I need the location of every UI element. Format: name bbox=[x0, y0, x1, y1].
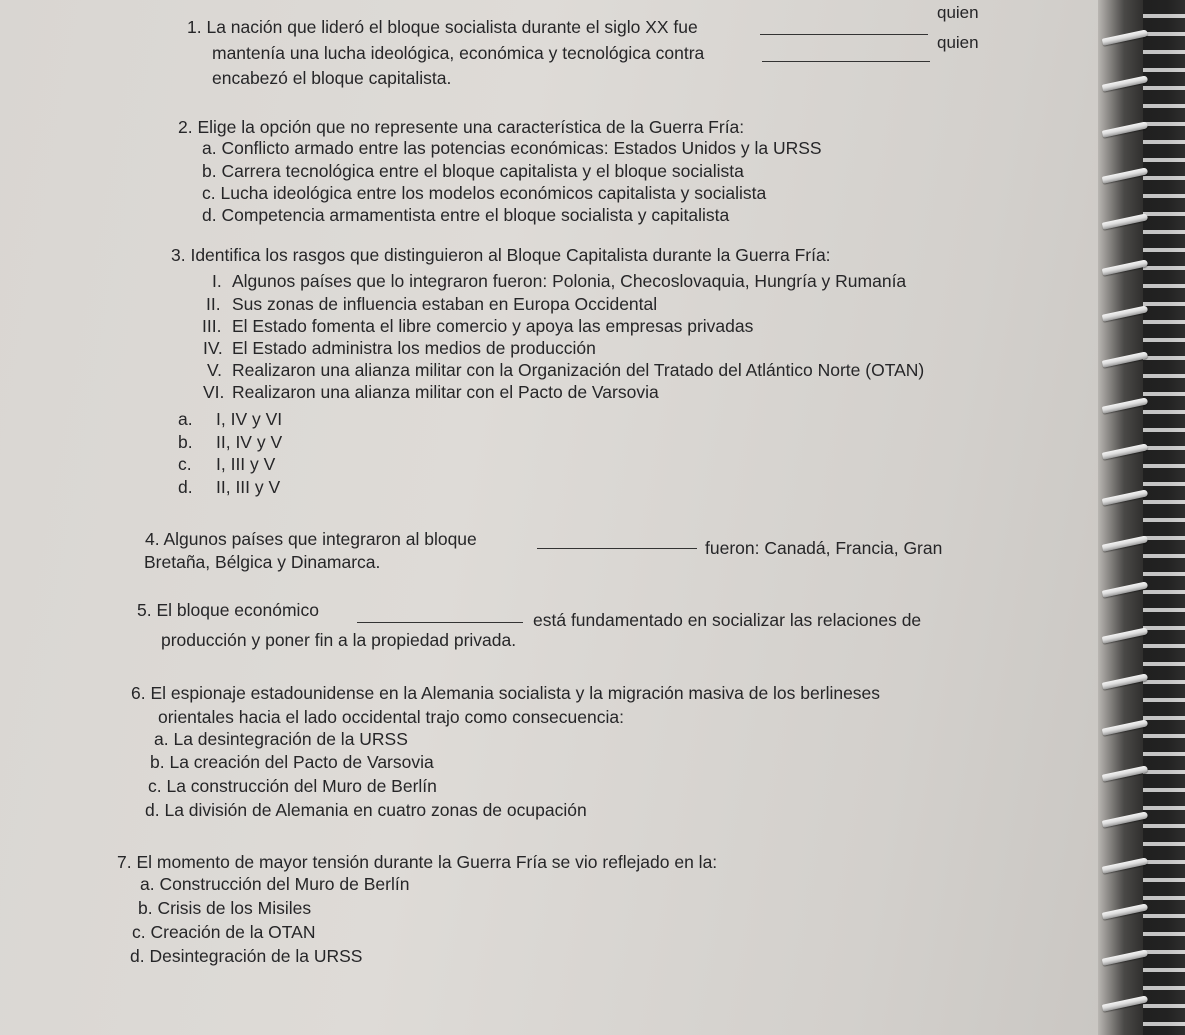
q3-option-a-letter: a. bbox=[178, 409, 193, 429]
q3-item-iii-num: III. bbox=[202, 316, 222, 336]
q3-item-vi-num: VI. bbox=[203, 382, 225, 402]
q6-option-a[interactable]: a. La desintegración de la URSS bbox=[154, 729, 408, 749]
q5-text-b: está fundamentado en socializar las relaciones de bbox=[533, 610, 922, 630]
q3-item-ii-num: II. bbox=[206, 294, 221, 314]
q6-option-b[interactable]: b. La creación del Pacto de Varsovia bbox=[150, 752, 434, 772]
q2-stem: 2. Elige la opción que no represente una característica de la Guerra Fría: bbox=[178, 117, 745, 137]
q4-text-a: 4. Algunos países que integraron al bloque bbox=[145, 529, 477, 549]
q3-option-a[interactable]: I, IV y VI bbox=[216, 409, 283, 429]
q5-text-a: 5. El bloque económico bbox=[137, 600, 319, 620]
q3-stem: 3. Identifica los rasgos que distinguieron al Bloque Capitalista durante la Guerra Fría: bbox=[171, 245, 831, 265]
q7-option-d[interactable]: d. Desintegración de la URSS bbox=[130, 946, 363, 966]
q6-option-d[interactable]: d. La división de Alemania en cuatro zonas de ocupación bbox=[145, 800, 587, 820]
q5-blank[interactable] bbox=[357, 622, 523, 623]
q3-item-ii-text: Sus zonas de influencia estaban en Europa Occidental bbox=[232, 294, 658, 314]
q1-blank-2[interactable] bbox=[762, 61, 930, 62]
q7-option-b[interactable]: b. Crisis de los Misiles bbox=[138, 898, 312, 918]
q6-option-c[interactable]: c. La construcción del Muro de Berlín bbox=[148, 776, 437, 796]
q1-handwritten-answer-1: quien bbox=[937, 3, 979, 22]
q1-line2: mantenía una lucha ideológica, económica y tecnológica contra bbox=[212, 43, 705, 63]
q2-option-b[interactable]: b. Carrera tecnológica entre el bloque capitalista y el bloque socialista bbox=[202, 161, 744, 181]
q3-item-iii-text: El Estado fomenta el libre comercio y apoya las empresas privadas bbox=[232, 316, 754, 336]
q3-option-d[interactable]: II, III y V bbox=[216, 477, 281, 497]
q3-item-i-num: I. bbox=[212, 271, 222, 291]
q3-item-i-text: Algunos países que lo integraron fueron: Polonia, Checoslovaquia, Hungría y Rumanía bbox=[232, 271, 907, 291]
notebook-page-edges bbox=[1143, 0, 1185, 1035]
q3-item-iv-num: IV. bbox=[203, 338, 223, 358]
q3-option-c-letter: c. bbox=[178, 454, 192, 474]
q6-line2: orientales hacia el lado occidental trajo como consecuencia: bbox=[158, 707, 624, 727]
q1-line1: 1. La nación que lideró el bloque socialista durante el siglo XX fue bbox=[187, 17, 698, 37]
q3-item-vi-text: Realizaron una alianza militar con el Pacto de Varsovia bbox=[232, 382, 659, 402]
q6-line1: 6. El espionaje estadounidense en la Alemania socialista y la migración masiva de los berlineses bbox=[131, 683, 881, 703]
q7-stem: 7. El momento de mayor tensión durante la Guerra Fría se vio reflejado en la: bbox=[117, 852, 718, 872]
q4-text-c: Bretaña, Bélgica y Dinamarca. bbox=[144, 552, 381, 572]
q3-item-iv-text: El Estado administra los medios de producción bbox=[232, 338, 596, 358]
q7-option-c[interactable]: c. Creación de la OTAN bbox=[132, 922, 316, 942]
q5-text-c: producción y poner fin a la propiedad privada. bbox=[161, 630, 517, 650]
q1-line3: encabezó el bloque capitalista. bbox=[212, 68, 452, 88]
q7-option-a[interactable]: a. Construcción del Muro de Berlín bbox=[140, 874, 410, 894]
q1-blank-1[interactable] bbox=[760, 34, 928, 35]
q2-option-d[interactable]: d. Competencia armamentista entre el bloque socialista y capitalista bbox=[202, 205, 730, 225]
q3-option-c[interactable]: I, III y V bbox=[216, 454, 276, 474]
q2-option-a[interactable]: a. Conflicto armado entre las potencias económicas: Estados Unidos y la URSS bbox=[202, 138, 822, 158]
q4-text-b: fueron: Canadá, Francia, Gran bbox=[705, 538, 943, 558]
q2-option-c[interactable]: c. Lucha ideológica entre los modelos económicos capitalista y socialista bbox=[202, 183, 767, 203]
q1-handwritten-answer-2: quien bbox=[937, 33, 979, 52]
q3-item-v-text: Realizaron una alianza militar con la Organización del Tratado del Atlántico Norte (OTAN) bbox=[232, 360, 925, 380]
q3-item-v-num: V. bbox=[207, 360, 222, 380]
q3-option-d-letter: d. bbox=[178, 477, 193, 497]
q3-option-b[interactable]: II, IV y V bbox=[216, 432, 283, 452]
q3-option-b-letter: b. bbox=[178, 432, 193, 452]
q4-blank[interactable] bbox=[537, 548, 697, 549]
